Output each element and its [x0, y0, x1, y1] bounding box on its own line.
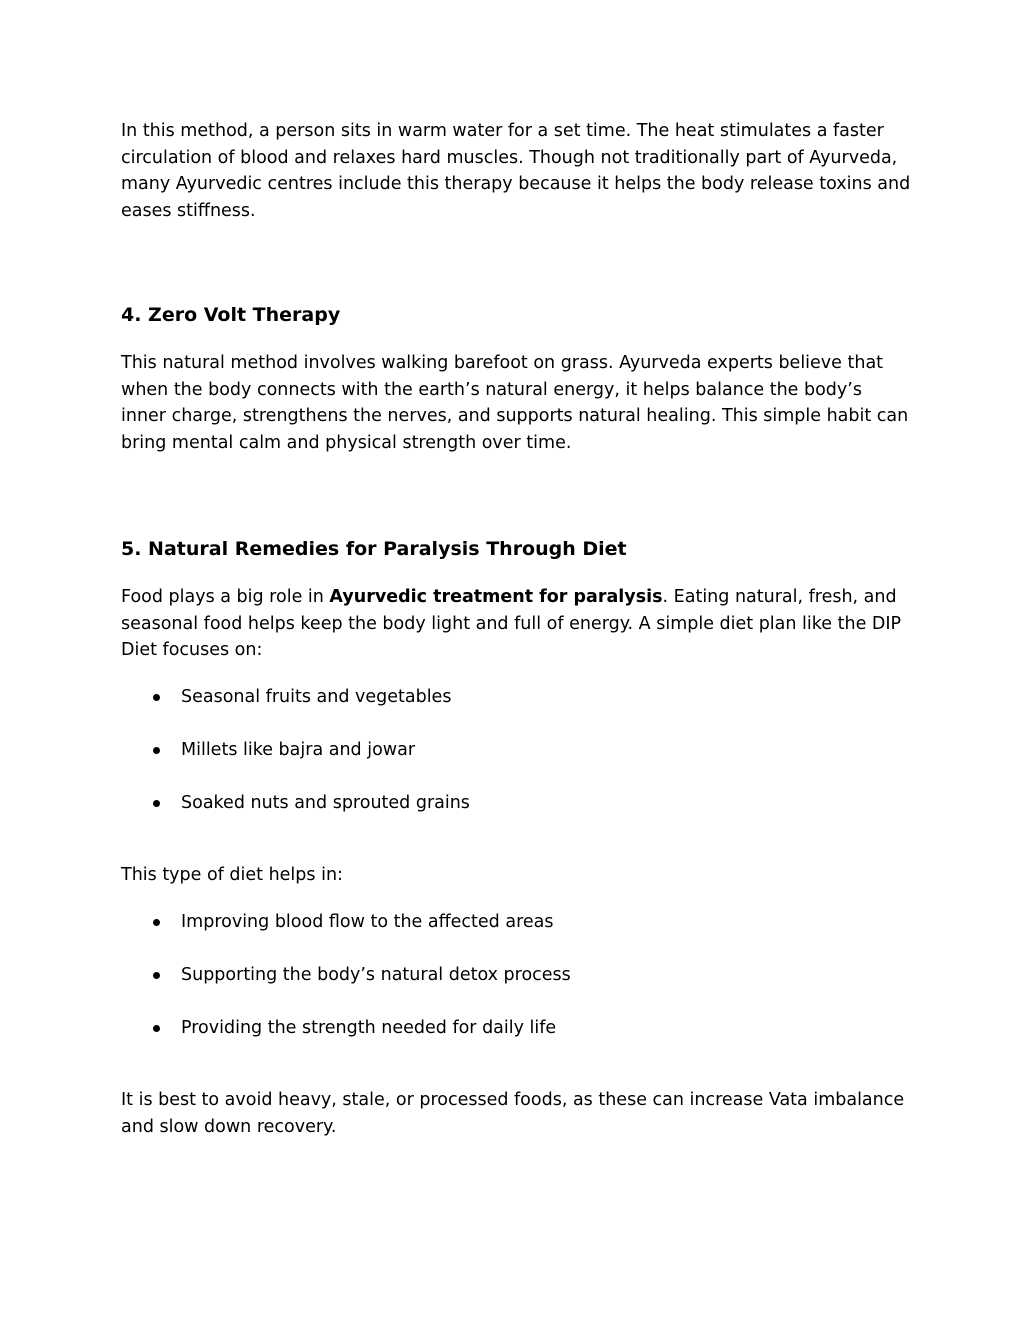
- bullet-icon: [153, 1025, 160, 1032]
- list-item: [121, 684, 911, 711]
- bullet-icon: [153, 972, 160, 979]
- bullet-icon: [153, 919, 160, 926]
- diet-bold-phrase: Ayurvedic treatment for paralysis: [329, 587, 663, 607]
- benefits-list: [121, 909, 911, 1042]
- list-item-text: Providing the strength needed for daily life: [181, 1017, 557, 1038]
- diet-text-after: . Eating natural, fresh, and seasonal food helps keep the body light and full of energy. A simple diet plan like the DIP Diet focuses on:: [121, 587, 902, 660]
- list-item-text: Millets like bajra and jowar: [181, 739, 416, 760]
- bullet-icon: [153, 694, 160, 701]
- list-item: [121, 737, 911, 764]
- list-item-text: Soaked nuts and sprouted grains: [181, 792, 470, 813]
- list-item-text: Seasonal fruits and vegetables: [181, 686, 452, 707]
- document-page: [121, 118, 911, 1140]
- helps-intro-paragraph: This type of diet helps in:: [121, 865, 343, 885]
- zero-volt-heading: 4. Zero Volt Therapy: [121, 304, 341, 326]
- list-item-text: Supporting the body’s natural detox process: [181, 964, 571, 985]
- list-item: [121, 1015, 911, 1042]
- foods-list: [121, 684, 911, 817]
- list-item-text: Improving blood flow to the affected areas: [181, 911, 554, 932]
- list-item: [121, 909, 911, 936]
- diet-paragraph: [121, 584, 911, 664]
- diet-text-before: Food plays a big role in: [121, 587, 330, 607]
- closing-paragraph: It is best to avoid heavy, stale, or processed foods, as these can increase Vata imbalance and slow down recovery.: [121, 1090, 905, 1137]
- intro-paragraph: In this method, a person sits in warm water for a set time. The heat stimulates a faster circulation of blood and relaxes hard muscles. Though not traditionally part of Ayurveda, many Ayurvedic centres include this therapy because it helps the body release toxins and eases stiffness.: [121, 121, 911, 221]
- list-item: [121, 790, 911, 817]
- bullet-icon: [153, 747, 160, 754]
- diet-heading: 5. Natural Remedies for Paralysis Through Diet: [121, 538, 627, 560]
- bullet-icon: [153, 800, 160, 807]
- zero-volt-paragraph: This natural method involves walking barefoot on grass. Ayurveda experts believe that when the body connects with the earth’s natural energy, it helps balance the body’s inner charge, strengthens the nerves, and supports natural healing. This simple habit can bring mental calm and physical strength over time.: [121, 353, 909, 453]
- list-item: [121, 962, 911, 989]
